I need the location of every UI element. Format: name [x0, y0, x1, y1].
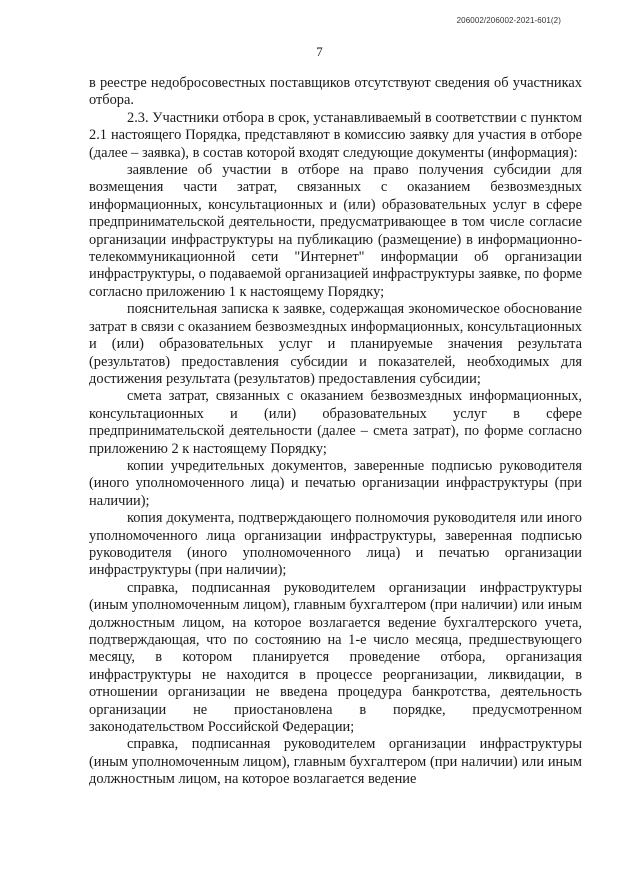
paragraph-2-3: 2.3. Участники отбора в срок, устанавливаемый в соответствии с пунктом 2.1 настоящего Порядка, представляют в комиссию заявку для участия в отборе (далее – заявка), в состав которой входят следующие документы (информация): [89, 109, 582, 161]
paragraph-explanatory-note: пояснительная записка к заявке, содержащая экономическое обоснование затрат в связи с оказанием безвозмездных информационных, консультационных и (или) образовательных услуг и планируемые значения результата (результатов) предоставления субсидии и показателей, необходимых для достижения результата (результатов) предоставления субсидии; [89, 301, 582, 387]
paragraph-certificate-1: справка, подписанная руководителем организации инфраструктуры (иным уполномоченным лицом), главным бухгалтером (при наличии) или иным должностным лицом, на которое возлагается ведение бухгалтерского учета, подтверждающая, что по состоянию на 1-е число месяца, предшествующего месяцу, в котором планируется проведение отбора, организация инфраструктуры не находится в процессе реорганизации, ликвидации, в отношении организации не введена процедура банкротства, деятельность организации не приостановлена в порядке, предусмотренном законодательством Российской Федерации; [89, 579, 582, 736]
paragraph-certificate-2: справка, подписанная руководителем организации инфраструктуры (иным уполномоченным лицом), главным бухгалтером (при наличии) или иным должностным лицом, на которое возлагается ведение [89, 736, 582, 788]
paragraph-continuation: в реестре недобросовестных поставщиков отсутствуют сведения об участниках отбора. [89, 75, 582, 109]
page-number: 7 [316, 44, 323, 59]
document-body [89, 75, 582, 789]
paragraph-authority-document: копия документа, подтверждающего полномочия руководителя или иного уполномоченного лица организации инфраструктуры, заверенная подписью руководителя (иного уполномоченного лица) и печатью организации инфраструктуры (при наличии); [89, 510, 582, 579]
paragraph-founding-documents: копии учредительных документов, заверенные подписью руководителя (иного уполномоченного лица) и печатью организации инфраструктуры (при наличии); [89, 457, 582, 509]
paragraph-cost-estimate: смета затрат, связанных с оказанием безвозмездных информационных, консультационных и (или) образовательных услуг в сфере предпринимательской деятельности (далее – смета затрат), по форме согласно приложению 2 к настоящему Порядку; [89, 388, 582, 457]
paragraph-application: заявление об участии в отборе на право получения субсидии для возмещения части затрат, связанных с оказанием безвозмездных информационных, консультационных и (или) образовательных услуг в сфере предпринимательской деятельности, предусматривающее в том числе согласие организации инфраструктуры на публикацию (размещение) в информационно-телекоммуникационной сети "Интернет" информации об организации инфраструктуры, о подаваемой организацией инфраструктуры заявке, по форме согласно приложению 1 к настоящему Порядку; [89, 162, 582, 300]
document-id: 206002/206002-2021-601(2) [456, 16, 561, 25]
